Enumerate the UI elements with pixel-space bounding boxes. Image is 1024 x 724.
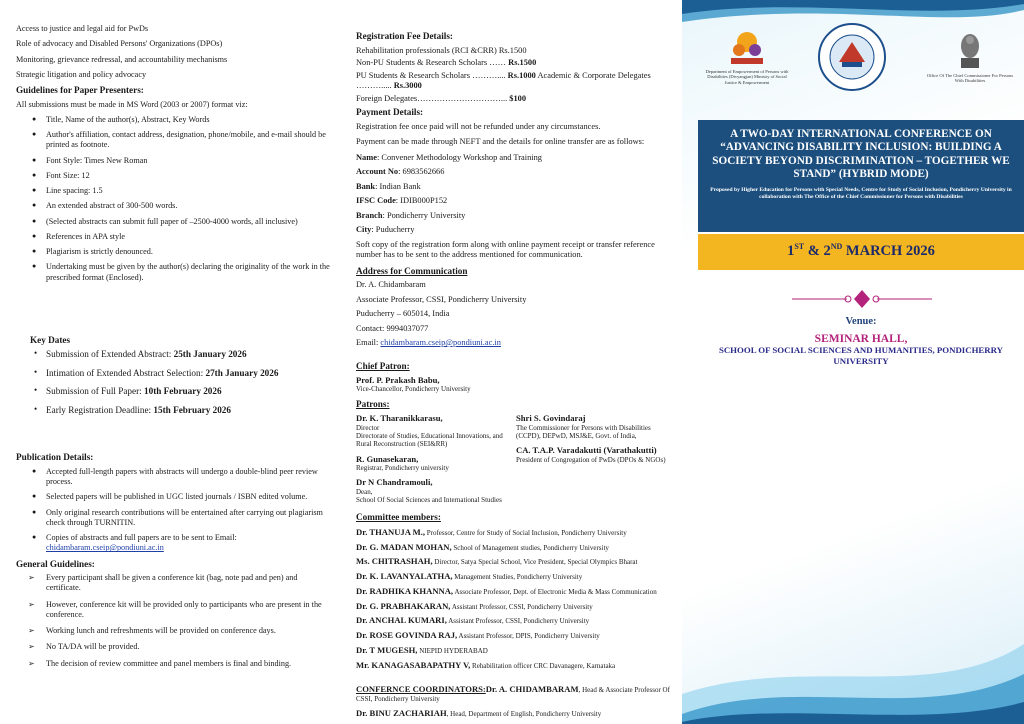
ccpd-logo bbox=[922, 28, 1018, 84]
bank-value: : Pondicherry University bbox=[382, 210, 466, 220]
address-line: Puducherry – 605014, India bbox=[356, 309, 450, 318]
guideline-item: ● Author's affiliation, contact address, designation, phone/mobile, and e-mail should be printed as footnote. bbox=[16, 130, 334, 151]
fee-row bbox=[356, 71, 676, 92]
committee-member bbox=[356, 571, 676, 582]
committee-member-name: Mr. KANAGASABAPATHY V, bbox=[356, 659, 471, 670]
committee-member bbox=[356, 527, 676, 538]
patron bbox=[356, 454, 516, 473]
patron-name: CA. T.A.P. Varadakutti (Varathakutti) bbox=[516, 445, 657, 456]
key-date-item bbox=[26, 368, 334, 380]
general-guideline-item: ➢ The decision of review committee and panel members is final and binding. bbox=[16, 659, 334, 669]
bank-key: Branch bbox=[356, 210, 383, 220]
topic-item: Role of advocacy and Disabled Persons' Organizations (DPOs) bbox=[16, 39, 223, 49]
guidelines-list bbox=[16, 115, 334, 283]
guideline-item: ● (Selected abstracts can submit full paper of –2500-4000 words, all inclusive) bbox=[16, 217, 334, 227]
publication-text: Accepted full-length papers with abstracts will undergo a double-blind peer review process. bbox=[46, 466, 318, 486]
address-title: Address for Communication bbox=[356, 265, 468, 276]
key-date-value: 27th January 2026 bbox=[205, 367, 279, 378]
fee-label: Foreign Delegates…………………………... bbox=[356, 93, 510, 103]
committee-member bbox=[356, 630, 676, 641]
general-guideline-item: ➢ No TA/DA will be provided. bbox=[16, 642, 334, 652]
committee-member-role: School of Management studies, Pondicherry University bbox=[451, 543, 609, 552]
address-line: Contact: 9994037077 bbox=[356, 323, 429, 333]
guideline-item: ● Font Size: 12 bbox=[16, 171, 334, 181]
patron-role: President of Congregation of PwDs (DPOs & NGOs) bbox=[516, 455, 666, 464]
fee-row bbox=[356, 58, 676, 69]
university-seal-icon bbox=[817, 22, 887, 92]
payment-note-softcopy: Soft copy of the registration form along with online payment receipt or transfer reference number has to be sent to the address mentioned for communication. bbox=[356, 239, 655, 259]
national-emblem-icon bbox=[955, 28, 985, 72]
general-guideline-item: ➢ Every participant shall be given a conference kit (bag, note pad and pen) and certificate. bbox=[16, 573, 334, 594]
patrons-grid bbox=[356, 413, 676, 509]
chief-patron-name: Prof. P. Prakash Babu, bbox=[356, 375, 440, 385]
patrons-title: Patrons: bbox=[356, 398, 390, 409]
contact-email-link[interactable]: chidambaram.cseip@pondiuni.ac.in bbox=[380, 338, 501, 347]
fee-amount: $100 bbox=[509, 93, 527, 103]
guidelines-intro: All submissions must be made in MS Word (2003 or 2007) format viz: bbox=[16, 99, 248, 109]
conference-date bbox=[698, 234, 1024, 270]
date-month-year: MARCH 2026 bbox=[842, 243, 935, 259]
committee-member-role: Director, Satya Special School, Vice President, Special Olympics Bharat bbox=[432, 558, 638, 567]
fee-amount: Rs.1000 bbox=[507, 70, 536, 80]
patron bbox=[356, 413, 516, 448]
general-guidelines-title: General Guidelines: bbox=[16, 558, 95, 569]
patron-role: Dean, School Of Social Sciences and International Studies bbox=[356, 487, 502, 505]
venue-hall: SEMINAR HALL, bbox=[814, 333, 908, 345]
fee-title: Registration Fee Details: bbox=[356, 31, 453, 41]
committee-member bbox=[356, 645, 676, 656]
conference-title: A TWO-DAY INTERNATIONAL CONFERENCE ON “ADVANCING DISABILITY INCLUSION: BUILDING A SOCIETY BEYOND DISCRIMINATION – TOGETHER WE STAND” (HYBRID MODE) bbox=[712, 128, 1010, 181]
key-date-value: 25th January 2026 bbox=[173, 349, 247, 360]
committee-title: Committee members: bbox=[356, 512, 441, 523]
guidelines-title: Guidelines for Paper Presenters: bbox=[16, 85, 144, 95]
patrons-right bbox=[516, 413, 676, 509]
patron bbox=[516, 413, 676, 440]
middle-panel bbox=[340, 0, 682, 724]
bank-value: : Puducherry bbox=[371, 225, 415, 234]
publication-text: Only original research contributions will be entertained after carrying out plagiarism check through TURNITIN. bbox=[46, 507, 323, 527]
fee-row bbox=[356, 46, 676, 57]
guideline-item: ● References in APA style bbox=[16, 232, 334, 242]
committee-member-role: Associate Professor, Dept. of Electronic Media & Mass Communication bbox=[453, 587, 657, 596]
date-day2: & 2 bbox=[804, 243, 831, 259]
committee-member bbox=[356, 556, 676, 567]
publication-text: Copies of abstracts and full papers are to be sent to Email: bbox=[46, 533, 237, 542]
left-panel bbox=[0, 0, 340, 724]
depwd-emblem-icon bbox=[717, 28, 777, 68]
committee-member bbox=[356, 615, 676, 626]
bank-value: : IDIB000P152 bbox=[395, 196, 448, 205]
coordinators-label: CONFERNCE COORDINATORS: bbox=[356, 684, 486, 695]
coordinator-2-name: Dr. BINU ZACHARIAH bbox=[356, 707, 447, 718]
bank-key: Bank bbox=[356, 181, 376, 191]
cover-panel bbox=[682, 0, 1024, 724]
topic-item: Monitoring, grievance redressal, and accountability mechanisms bbox=[16, 54, 228, 64]
patron-name: Shri S. Govindaraj bbox=[516, 413, 586, 424]
committee-member-name: Dr. ROSE GOVINDA RAJ, bbox=[356, 630, 458, 641]
topics-list bbox=[16, 24, 334, 80]
committee-member-name: Ms. CHITRASHAH, bbox=[356, 556, 433, 567]
publication-item bbox=[16, 533, 334, 554]
committee-list bbox=[356, 527, 676, 671]
patron-role: Registrar, Pondicherry university bbox=[356, 464, 449, 472]
committee-member bbox=[356, 601, 676, 612]
key-date-label: Submission of Full Paper: bbox=[46, 386, 145, 397]
address-line: Associate Professor, CSSI, Pondicherry University bbox=[356, 294, 527, 304]
key-date-value: 15th February 2026 bbox=[153, 404, 231, 415]
committee-member bbox=[356, 542, 676, 553]
key-date-value: 10th February 2026 bbox=[144, 386, 222, 397]
coordinators bbox=[356, 684, 676, 704]
publication-list bbox=[16, 467, 334, 554]
coordinator-2-role: , Head, Department of English, Pondicherry University bbox=[446, 709, 602, 718]
bank-row bbox=[356, 167, 676, 178]
address-line: Dr. A. Chidambaram bbox=[356, 280, 426, 289]
university-caption bbox=[812, 93, 813, 94]
address-email-line bbox=[356, 338, 676, 349]
fee-amount: Rs.3000 bbox=[393, 81, 422, 90]
venue-school: SCHOOL OF SOCIAL SCIENCES AND HUMANITIES, PONDICHERRY UNIVERSITY bbox=[718, 345, 1004, 366]
patron-name: R. Gunasekaran, bbox=[356, 453, 419, 464]
committee-member bbox=[356, 586, 676, 597]
address-block bbox=[356, 280, 676, 334]
key-date-label: Submission of Extended Abstract: bbox=[46, 349, 174, 360]
bank-row bbox=[356, 153, 676, 164]
fee-row bbox=[356, 94, 676, 105]
fee-label: Non-PU Students & Research Scholars …… bbox=[356, 58, 509, 67]
coordinator-1-name: Dr. A. CHIDAMBARAM bbox=[485, 684, 579, 695]
committee-member-role: Assistant Professor, CSSI, Pondicherry University bbox=[450, 602, 593, 611]
venue-block bbox=[698, 316, 1024, 366]
publication-text: Selected papers will be published in UGC listed journals / ISBN edited volume. bbox=[46, 492, 308, 502]
bank-row bbox=[356, 182, 676, 193]
guideline-item: ● Title, Name of the author(s), Abstract, Key Words bbox=[16, 115, 334, 125]
committee-member-name: Dr. THANUJA M., bbox=[356, 526, 425, 537]
committee-member-name: Dr. K. LAVANYALATHA, bbox=[356, 571, 453, 582]
payment-note-neft: Payment can be made through NEFT and the details for online transfer are as follows: bbox=[356, 137, 645, 146]
payment-title: Payment Details: bbox=[356, 107, 424, 117]
committee-member-role: Rehabilitation officer CRC Davanagere, Karnataka bbox=[470, 661, 616, 670]
guideline-item: ● Line spacing: 1.5 bbox=[16, 186, 334, 196]
venue-label: Venue: bbox=[845, 316, 877, 327]
chief-patron-role: Vice-Chancellor, Pondicherry University bbox=[356, 385, 471, 394]
patrons-left bbox=[356, 413, 516, 509]
key-date-item bbox=[26, 349, 334, 361]
topic-item: Access to justice and legal aid for PwDs bbox=[16, 24, 149, 33]
pondicherry-university-logo bbox=[812, 22, 892, 93]
publication-title: Publication Details: bbox=[16, 452, 94, 463]
patron-name: Dr. K. Tharanikkarasu, bbox=[356, 413, 443, 424]
patron-name: Dr N Chandramouli, bbox=[356, 477, 433, 488]
publication-item bbox=[16, 492, 334, 502]
depwd-logo bbox=[702, 28, 792, 85]
date-day1: 1 bbox=[787, 243, 795, 259]
chief-patron bbox=[356, 375, 676, 394]
fee-label: PU Students & Research Scholars ……….... bbox=[356, 70, 508, 80]
guideline-item: ● Undertaking must be given by the author(s) declaring the originality of the work in the prescribed format (Enclosed). bbox=[16, 262, 334, 283]
fee-label: Rehabilitation professionals (RCI &CRR) Rs.1500 bbox=[356, 45, 527, 55]
bank-details bbox=[356, 153, 676, 236]
committee-member-name: Dr. G. MADAN MOHAN, bbox=[356, 541, 452, 552]
key-date-item bbox=[26, 405, 334, 417]
date-day2-suffix: ND bbox=[830, 242, 843, 251]
key-date-label: Intimation of Extended Abstract Selection: bbox=[46, 367, 206, 378]
committee-member-name: Dr. RADHIKA KHANNA, bbox=[356, 585, 454, 596]
depwd-caption: Department of Empowerment of Persons with Disabilities (Divyangjan) Ministry of Social Justice & Empowerment bbox=[705, 69, 789, 85]
bank-row bbox=[356, 211, 676, 222]
date-day1-suffix: ST bbox=[794, 242, 805, 251]
committee-member-name: Dr. G. PRABHAKARAN, bbox=[356, 600, 451, 611]
fee-label: Academic & Corporate Delegates ………..... bbox=[356, 70, 651, 90]
email-label: Email: bbox=[356, 338, 381, 347]
patron bbox=[516, 445, 676, 464]
committee-member-role: Assistant Professor, CSSI, Pondicherry University bbox=[446, 617, 590, 626]
ccpd-caption: Office Of The Chief Commissioner For Persons With Disabilities bbox=[926, 73, 1014, 84]
bank-row bbox=[356, 225, 676, 236]
bank-key: IFSC Code bbox=[356, 196, 396, 205]
bank-value: : 6983562666 bbox=[398, 167, 445, 176]
committee-member-role: NIEPID HYDERABAD bbox=[417, 646, 488, 655]
bank-key: Name bbox=[356, 152, 377, 162]
committee-member-role: Assistant Professor, DPIS, Pondicherry University bbox=[457, 632, 600, 641]
general-guideline-item: ➢ However, conference kit will be provided only to participants who are present in the conference. bbox=[16, 600, 334, 621]
committee-member-name: Dr. T MUGESH, bbox=[356, 644, 418, 655]
bank-key: Account No bbox=[356, 167, 399, 176]
payment-note-refund: Registration fee once paid will not be refunded under any circumstances. bbox=[356, 121, 601, 131]
patron-role: The Commissioner for Persons with Disabilities (CCPD), DEPwD, MSJ&E, Govt. of India, bbox=[516, 423, 651, 440]
bank-value: : Convener Methodology Workshop and Training bbox=[376, 152, 542, 162]
key-date-item bbox=[26, 386, 334, 398]
publication-email-link[interactable]: chidambaram.cseip@pondiuni.ac.in bbox=[46, 543, 164, 553]
guideline-item: ● An extended abstract of 300-500 words. bbox=[16, 201, 334, 211]
publication-item bbox=[16, 467, 334, 488]
key-date-label: Early Registration Deadline: bbox=[46, 404, 154, 415]
coordinator-1-role: , Head & Associate Professor Of CSSI, Pondicherry University bbox=[356, 686, 670, 704]
conference-subtitle: Proposed by Higher Education for Persons with Special Needs, Centre for Study of Social Inclusion, Pondicherry University in collaboration with The Office of the Chief Commissioner for Persons with Disabilities bbox=[710, 186, 1012, 201]
patron-role: Director Directorate of Studies, Educational Innovations, and Rural Reconstruction (SEI&RR) bbox=[356, 423, 503, 449]
committee-member bbox=[356, 660, 676, 671]
logo-row bbox=[702, 28, 1012, 108]
fee-amount: Rs.1500 bbox=[508, 58, 537, 67]
general-guidelines-list bbox=[16, 573, 334, 669]
bank-row bbox=[356, 196, 676, 207]
patron bbox=[356, 477, 516, 504]
general-guideline-item: ➢ Working lunch and refreshments will be provided on conference days. bbox=[16, 626, 334, 636]
committee-member-role: Management Studies, Pondicherry University bbox=[452, 573, 583, 582]
coordinator-2 bbox=[356, 708, 676, 719]
ornament-divider-icon bbox=[792, 288, 932, 310]
guideline-item: ● Plagiarism is strictly denounced. bbox=[16, 247, 334, 257]
chief-patron-title: Chief Patron: bbox=[356, 360, 410, 371]
topic-item: Strategic litigation and policy advocacy bbox=[16, 69, 147, 79]
bank-value: : Indian Bank bbox=[375, 181, 421, 191]
committee-member-name: Dr. ANCHAL KUMARI, bbox=[356, 615, 447, 626]
key-dates-list bbox=[26, 349, 334, 416]
key-dates-title: Key Dates bbox=[30, 334, 71, 345]
bottom-wave-decoration bbox=[682, 634, 1024, 724]
guideline-item: ● Font Style: Times New Roman bbox=[16, 156, 334, 166]
committee-member-role: Professor, Centre for Study of Social Inclusion, Pondicherry University bbox=[425, 528, 627, 537]
bank-key: City bbox=[356, 225, 372, 234]
publication-item bbox=[16, 508, 334, 529]
conference-title-band bbox=[698, 120, 1024, 232]
fee-list bbox=[356, 46, 676, 105]
